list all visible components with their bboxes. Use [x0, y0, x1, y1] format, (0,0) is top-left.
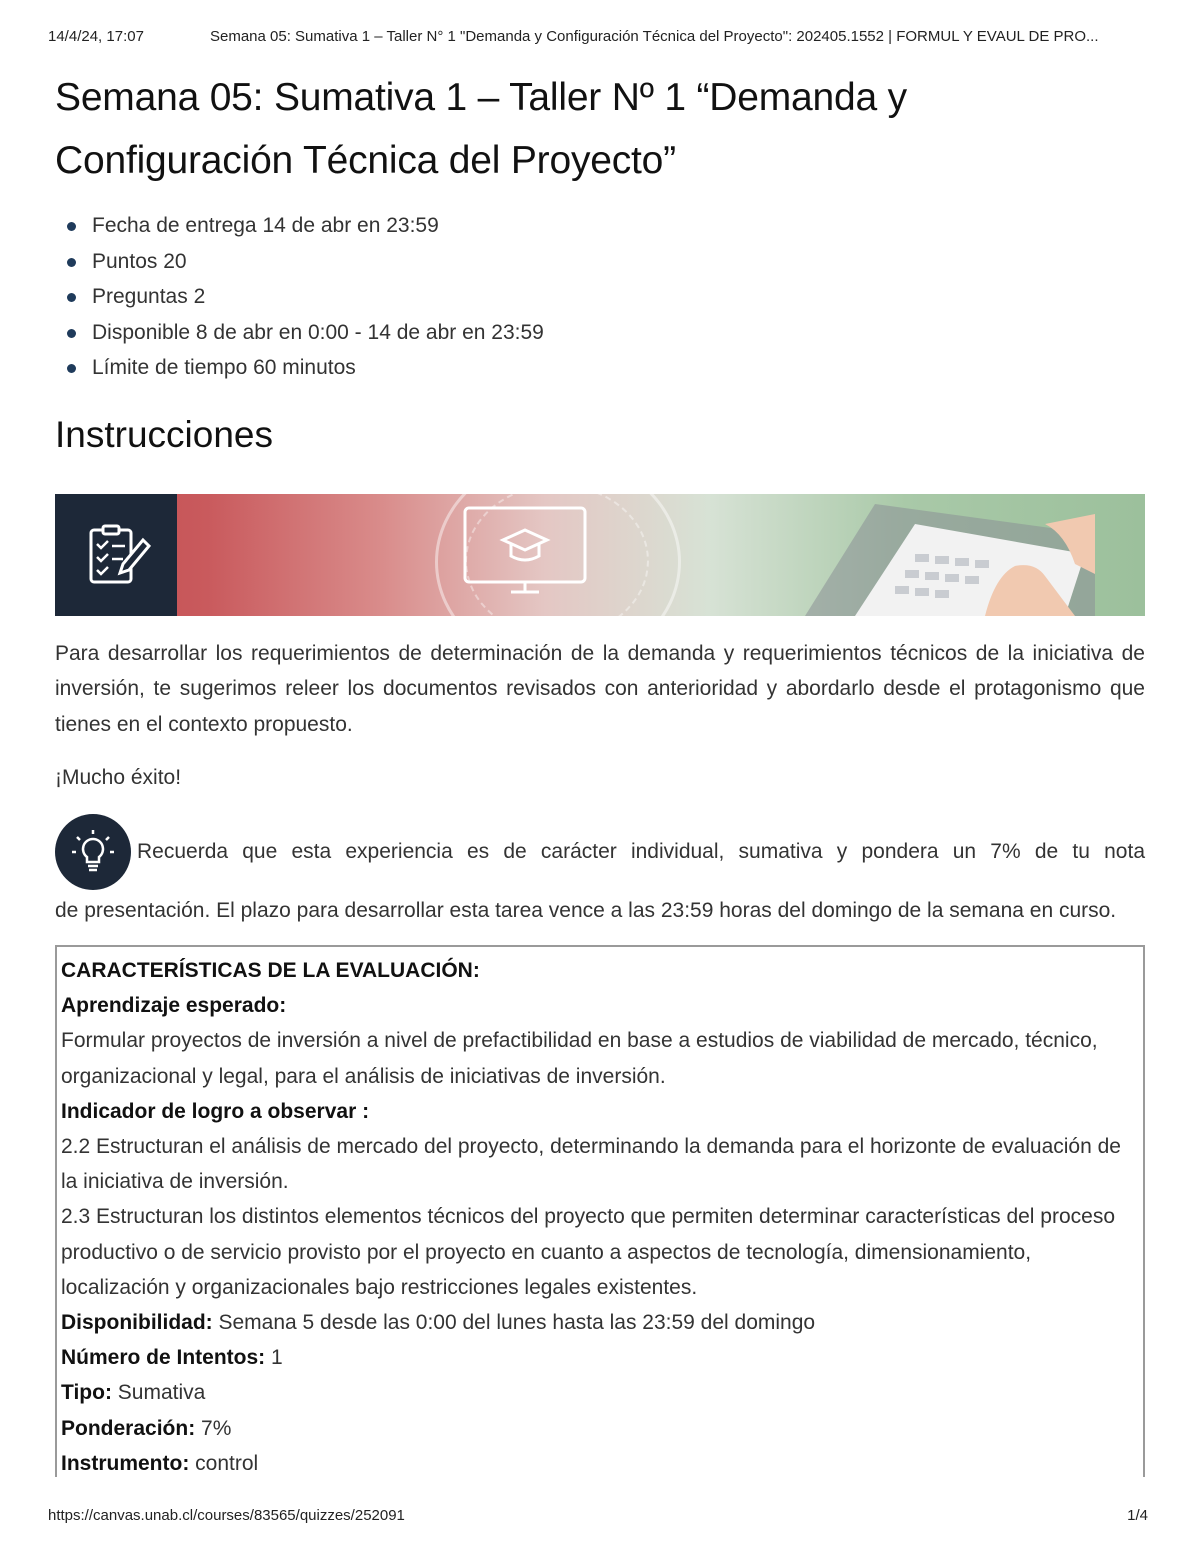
- bullet-icon: [67, 293, 76, 302]
- bullet-icon: [67, 258, 76, 267]
- lightbulb-icon: [55, 814, 131, 890]
- learning-text: Formular proyectos de inversión a nivel de prefactibilidad en base a estudios de viabilidad de mercado, técnico, organizacional y legal, para el análisis de iniciativas de inversión.: [61, 1029, 1098, 1088]
- main-content: [55, 66, 1145, 1477]
- availability-row: Disponibilidad: Semana 5 desde las 0:00 del lunes hasta las 23:59 del domingo: [61, 1311, 816, 1335]
- checklist-pencil-icon: [55, 494, 177, 616]
- reminder-text-rest: de presentación. El plazo para desarrollar esta tarea vence a las 23:59 horas del domingo de la semana en curso.: [55, 898, 1117, 922]
- page-number: 1/4: [1127, 1507, 1148, 1524]
- meta-due-date: Fecha de entrega 14 de abr en 23:59: [55, 208, 1145, 244]
- print-doc-title: Semana 05: Sumativa 1 – Taller N° 1 "Demanda y Configuración Técnica del Proyecto": 202405.1552 | FORMUL Y EVAUL DE PRO...: [210, 28, 1099, 45]
- meta-questions: Preguntas 2: [55, 279, 1145, 315]
- type-row: Tipo: Sumativa: [61, 1381, 206, 1405]
- indicator-item: 2.3 Estructuran los distintos elementos técnicos del proyecto que permiten determinar características del proceso productivo o de servicio provisto por el proyecto en cuanto a aspectos de tecnología, dimensionamiento, localización y organizacionales bajo restricciones legales existentes.: [61, 1205, 1116, 1299]
- success-message: ¡Mucho éxito!: [55, 766, 182, 789]
- instructions-paragraph: Para desarrollar los requerimientos de determinación de la demanda y requerimientos técnicos de la iniciativa de inversión, te sugerimos releer los documentos revisados con anterioridad y abordarlo desde el protagonismo que tienes en el contexto propuesto.: [55, 641, 1145, 736]
- evaluation-heading: CARACTERÍSTICAS DE LA EVALUACIÓN:: [61, 959, 480, 982]
- evaluation-characteristics-box: [55, 945, 1145, 1477]
- print-footer: [48, 1507, 1148, 1524]
- quiz-meta-list: [55, 208, 1145, 386]
- attempts-row: Número de Intentos: 1: [61, 1346, 283, 1370]
- instructions-heading: Instrucciones: [55, 413, 273, 455]
- print-date: 14/4/24, 17:07: [48, 28, 144, 45]
- meta-time-limit: Límite de tiempo 60 minutos: [55, 350, 1145, 386]
- quiz-title: Semana 05: Sumativa 1 – Taller Nº 1 “Demanda y Configuración Técnica del Proyecto”: [55, 76, 907, 182]
- monitor-graduation-cap-icon: [455, 506, 595, 606]
- bullet-icon: [67, 364, 76, 373]
- print-url[interactable]: https://canvas.unab.cl/courses/83565/quizzes/252091: [48, 1507, 405, 1524]
- indicator-label: Indicador de logro a observar :: [61, 1099, 370, 1123]
- instrument-row: Instrumento: control: [61, 1451, 259, 1475]
- bullet-icon: [67, 329, 76, 338]
- laptop-hands-image: [795, 494, 1095, 616]
- meta-available: Disponible 8 de abr en 0:00 - 14 de abr en 23:59: [55, 315, 1145, 351]
- meta-points: Puntos 20: [55, 244, 1145, 280]
- learning-label: Aprendizaje esperado:: [61, 994, 287, 1018]
- banner-icon-box: [55, 494, 177, 616]
- bullet-icon: [67, 222, 76, 231]
- indicator-item: 2.2 Estructuran el análisis de mercado del proyecto, determinando la demanda para el horizonte de evaluación de la iniciativa de inversión.: [61, 1135, 1121, 1194]
- weight-row: Ponderación: 7%: [61, 1416, 232, 1440]
- instructions-banner: [55, 494, 1145, 616]
- reminder-text-line1: Recuerda que esta experiencia es de carácter individual, sumativa y pondera un 7% de tu nota: [137, 839, 1145, 863]
- reminder-block: [55, 814, 1145, 929]
